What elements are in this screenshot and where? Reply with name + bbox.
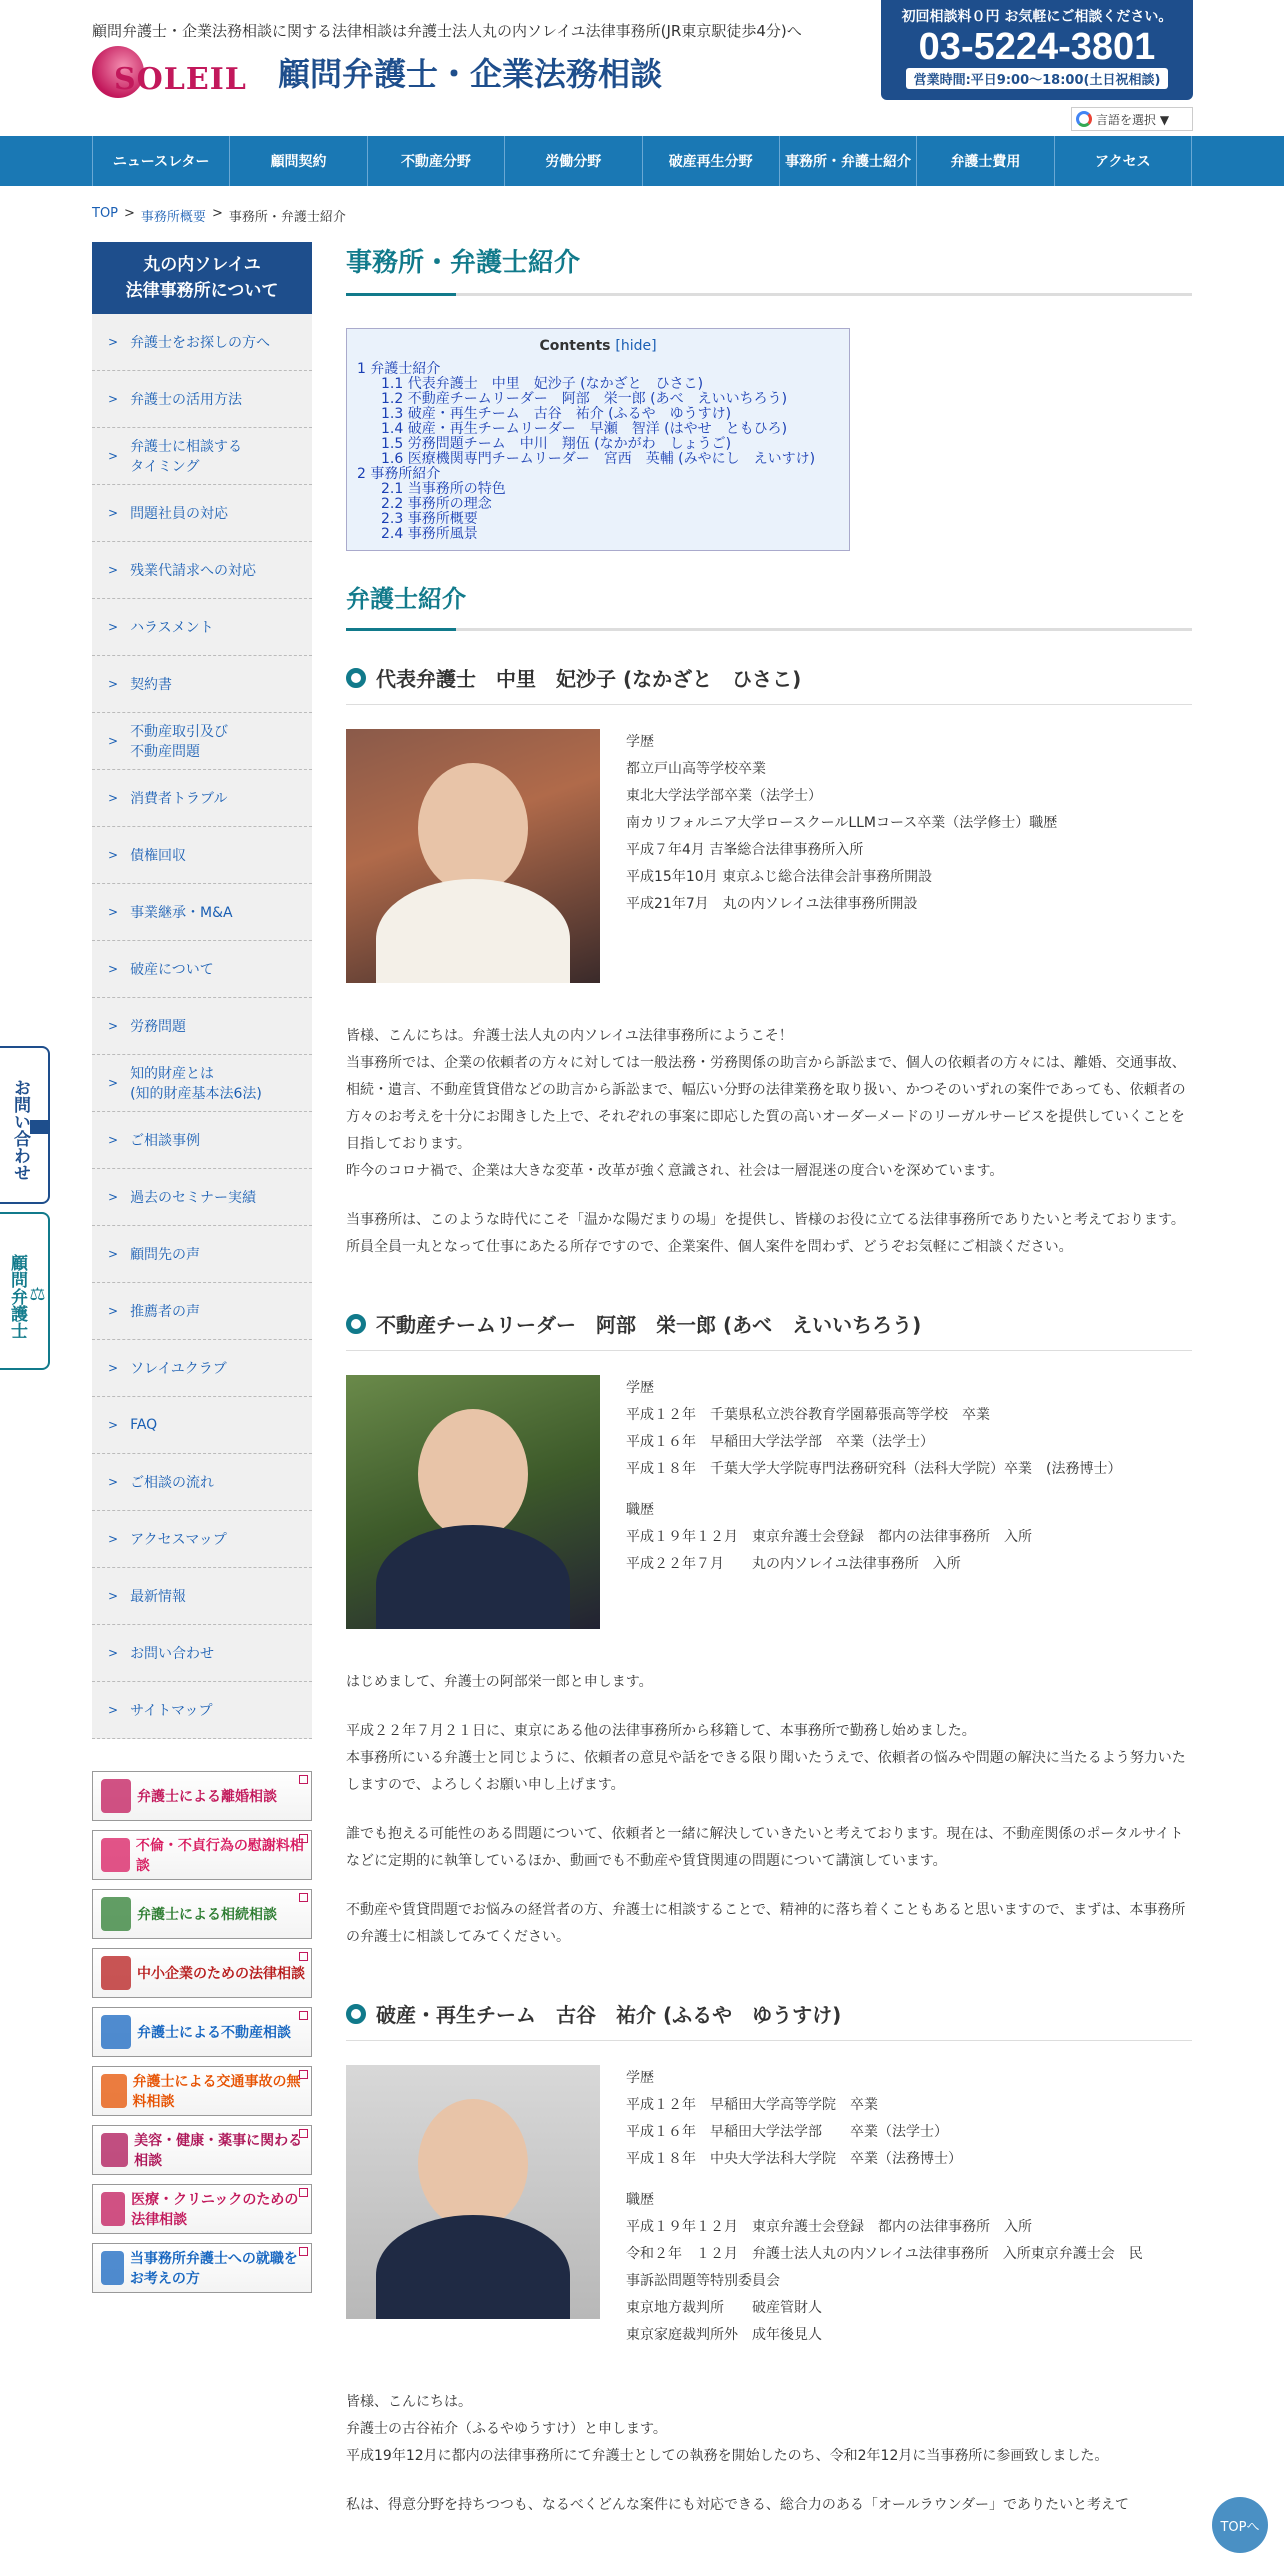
sidebar-item[interactable] bbox=[92, 998, 312, 1055]
sidebar-item[interactable] bbox=[92, 599, 312, 656]
external-link-icon bbox=[299, 2011, 308, 2020]
chevron-right-icon: > bbox=[108, 1190, 119, 1204]
sidebar-menu bbox=[92, 314, 312, 1739]
lawyer-name: 不動産チームリーダー 阿部 栄一郎 (あべ えいいちろう) bbox=[376, 1313, 922, 1337]
sidebar-item[interactable] bbox=[92, 1625, 312, 1682]
banner-icon bbox=[101, 2251, 124, 2285]
sidebar-item-label: 推薦者の声 bbox=[130, 1304, 201, 1320]
lawyer-photo bbox=[346, 2065, 600, 2319]
chevron-right-icon: > bbox=[108, 791, 119, 805]
sidebar-item[interactable] bbox=[92, 1568, 312, 1625]
toc-item[interactable]: 1 弁護士紹介 bbox=[357, 361, 441, 377]
breadcrumb-office[interactable]: 事務所概要 bbox=[140, 210, 206, 225]
sidebar-item-label: 債権回収 bbox=[130, 848, 187, 864]
banner-icon bbox=[101, 2015, 131, 2049]
sidebar-item[interactable] bbox=[92, 428, 312, 485]
external-link-icon bbox=[299, 2070, 308, 2079]
sidebar-item-label: 問題社員の対応 bbox=[130, 506, 229, 522]
sidebar-heading-line2: 法律事務所について bbox=[125, 281, 279, 301]
chevron-right-icon: > bbox=[108, 1019, 119, 1033]
sidebar-item-label: 過去のセミナー実績 bbox=[130, 1190, 257, 1206]
sidebar-banners bbox=[92, 1771, 312, 2293]
lawyer-name: 代表弁護士 中里 妃沙子 (なかざと ひさこ) bbox=[376, 667, 802, 691]
banner-icon bbox=[101, 2192, 125, 2226]
lawyer-photo bbox=[346, 1375, 600, 1629]
toc-item[interactable]: 1.6 医療機関専門チームリーダー 宮西 英輔 (みやにし えいすけ) bbox=[381, 451, 816, 467]
sidebar-item[interactable] bbox=[92, 713, 312, 770]
ring-bullet-icon bbox=[346, 2004, 366, 2024]
sidebar-item-label: 弁護士をお探しの方へ bbox=[130, 335, 271, 351]
floating-contact-label: お問い合わせ bbox=[10, 1079, 30, 1181]
sidebar-item-label: 事業継承・M&A bbox=[130, 905, 233, 921]
lawyer-career bbox=[626, 2065, 1143, 2349]
career-line: 職歴 bbox=[626, 1502, 654, 1518]
career-gap bbox=[626, 2173, 1143, 2187]
career-line: 職歴 bbox=[626, 2192, 654, 2208]
chevron-right-icon: > bbox=[108, 1133, 119, 1147]
sidebar-item-label: お問い合わせ bbox=[130, 1646, 215, 1662]
nav-item[interactable]: アクセス bbox=[1055, 136, 1192, 186]
lawyer-heading bbox=[346, 1309, 1192, 1351]
nav-item[interactable]: 弁護士費用 bbox=[917, 136, 1054, 186]
sidebar-banner[interactable] bbox=[92, 1771, 312, 1821]
lawyer-profile-row bbox=[346, 1375, 1192, 1629]
sidebar-item[interactable] bbox=[92, 1397, 312, 1454]
banner-icon bbox=[101, 1779, 131, 1813]
career-line: 事訴訟問題等特別委員会 bbox=[626, 2273, 780, 2289]
career-line: 平成７年4月 吉峯総合法律事務所入所 bbox=[626, 842, 864, 858]
career-line: 南カリフォルニア大学ロースクールLLMコース卒業（法学修士）職歴 bbox=[626, 815, 1058, 831]
toc-title-text: Contents bbox=[539, 338, 611, 354]
toc-item[interactable]: 1.1 代表弁護士 中里 妃沙子 (なかざと ひさこ) bbox=[381, 376, 704, 392]
tel-number[interactable]: 03-5224-3801 bbox=[918, 26, 1156, 68]
tel-box[interactable] bbox=[881, 0, 1193, 100]
banner-label: 弁護士による不動産相談 bbox=[137, 2025, 291, 2041]
chevron-right-icon: > bbox=[108, 962, 119, 976]
floating-advisor-label: 顧問弁護士 bbox=[7, 1253, 27, 1339]
career-line: 平成１２年 早稲田大学高等学院 卒業 bbox=[626, 2097, 878, 2113]
sidebar-item-label: FAQ bbox=[130, 1417, 158, 1433]
banner-label: 弁護士による相続相談 bbox=[137, 1907, 277, 1923]
lawyer-name: 破産・再生チーム 古谷 祐介 (ふるや ゆうすけ) bbox=[376, 2003, 842, 2027]
chevron-right-icon: > bbox=[108, 1589, 119, 1603]
lawyer-career bbox=[626, 729, 1057, 983]
breadcrumb-current: 事務所・弁護士紹介 bbox=[228, 210, 346, 225]
mail-icon bbox=[30, 1120, 48, 1134]
sidebar-item[interactable] bbox=[92, 1454, 312, 1511]
breadcrumb-sep: > bbox=[211, 206, 223, 221]
lawyer-profile bbox=[346, 1999, 1192, 2519]
chevron-right-icon: > bbox=[108, 1361, 119, 1375]
external-link-icon bbox=[299, 2247, 308, 2256]
lawyer-heading bbox=[346, 1999, 1192, 2041]
sidebar-banner[interactable] bbox=[92, 2243, 312, 2293]
lawyer-message: 私は、得意分野を持ちつつも、なるべくどんな案件にも対応できる、総合力のある「オールラウンダー」でありたいと考えて bbox=[346, 2497, 1130, 2513]
lawyer-message: 皆様、こんにちは。弁護士法人丸の内ソレイユ法律事務所にようこそ！ 当事務所では、企業の依頼者の方々に対しては一般法務・労務関係の助言から訴訟まで、個人の依頼者の方々には、離婚、交通事故、相続・遺言、不動産賃貸借などの助言から訴訟まで、幅広い分野の法律業務を取り扱い、かつそのいずれの案件であっても、依頼者の方々のお考えを十分にお聞きした上で、それぞれの事案に即応した質の高いオーダーメードのリーガルサービスを提供していくことを目指しております。 昨今のコロナ禍で、企業は大きな変革・改革が強く意識され、社会は一層混迷の度合いを深めています。 bbox=[346, 1028, 1186, 1179]
chevron-right-icon: > bbox=[108, 449, 119, 463]
lawyer-profile-row bbox=[346, 2065, 1192, 2349]
sidebar-item[interactable] bbox=[92, 656, 312, 713]
banner-label: 弁護士による交通事故の無料相談 bbox=[132, 2074, 301, 2110]
lawyer-photo bbox=[346, 729, 600, 983]
career-line: 平成１６年 早稲田大学法学部 卒業（法学士） bbox=[626, 1434, 934, 1450]
ring-bullet-icon bbox=[346, 1314, 366, 1334]
career-line: 学歴 bbox=[626, 1380, 654, 1396]
breadcrumb bbox=[92, 206, 346, 225]
lawyer-message: 不動産や賃貸問題でお悩みの経営者の方、弁護士に相談することで、精神的に落ち着くこともあると思いますので、まずは、本事務所の弁護士に相談してみてください。 bbox=[346, 1902, 1186, 1945]
banner-icon bbox=[101, 2074, 127, 2108]
header-tagline: 顧問弁護士・企業法務相談に関する法律相談は弁護士法人丸の内ソレイユ法律事務所(JR東京駅徒歩4分)へ bbox=[92, 22, 802, 40]
sidebar-banner[interactable] bbox=[92, 1889, 312, 1939]
chevron-right-icon: > bbox=[108, 506, 119, 520]
site-header bbox=[0, 0, 1284, 136]
sidebar-item[interactable] bbox=[92, 1112, 312, 1169]
sidebar-item[interactable] bbox=[92, 827, 312, 884]
sidebar-item-label: 弁護士に相談する タイミング bbox=[130, 439, 243, 475]
chevron-right-icon: > bbox=[108, 1532, 119, 1546]
sidebar-heading bbox=[92, 242, 312, 314]
banner-label: 医療・クリニックのための法律相談 bbox=[131, 2192, 299, 2228]
sidebar-banner[interactable] bbox=[92, 2007, 312, 2057]
sidebar-item-label: 顧問先の声 bbox=[130, 1247, 201, 1263]
banner-label: 当事務所弁護士への就職をお考えの方 bbox=[129, 2251, 298, 2287]
toc-item[interactable]: 2.4 事務所風景 bbox=[381, 526, 478, 542]
banner-icon bbox=[101, 1956, 131, 1990]
sidebar-item[interactable] bbox=[92, 1055, 312, 1112]
sidebar-heading-line1: 丸の内ソレイユ bbox=[143, 255, 261, 275]
site-logo[interactable] bbox=[92, 46, 662, 98]
chevron-right-icon: > bbox=[108, 1703, 119, 1717]
sidebar-item-label: サイトマップ bbox=[130, 1703, 213, 1719]
nav-item[interactable]: 労働分野 bbox=[505, 136, 642, 186]
table-of-contents bbox=[346, 328, 850, 551]
external-link-icon bbox=[299, 1952, 308, 1961]
sidebar bbox=[92, 242, 312, 2302]
sidebar-item-label: 労務問題 bbox=[130, 1019, 187, 1035]
career-line: 令和２年 １２月 弁護士法人丸の内ソレイユ法律事務所 入所東京弁護士会 民 bbox=[626, 2246, 1143, 2262]
banner-icon bbox=[101, 1838, 130, 1872]
banner-icon bbox=[101, 1897, 131, 1931]
language-select-label: 言語を選択 ▼ bbox=[1096, 112, 1170, 127]
external-link-icon bbox=[299, 1893, 308, 1902]
banner-label: 不倫・不貞行為の慰謝料相談 bbox=[135, 1838, 304, 1874]
sidebar-item-label: 残業代請求への対応 bbox=[130, 563, 257, 579]
sidebar-item[interactable] bbox=[92, 1226, 312, 1283]
chevron-right-icon: > bbox=[108, 620, 119, 634]
career-line: 都立戸山高等学校卒業 bbox=[626, 761, 766, 777]
google-icon bbox=[1076, 111, 1092, 127]
floating-contact-tab[interactable] bbox=[0, 1046, 50, 1204]
chevron-right-icon: > bbox=[108, 1076, 119, 1090]
chevron-right-icon: > bbox=[108, 563, 119, 577]
career-line: 東京家庭裁判所外 成年後見人 bbox=[626, 2327, 822, 2343]
nav-item[interactable]: ニュースレター bbox=[92, 136, 230, 186]
chevron-right-icon: > bbox=[108, 848, 119, 862]
sidebar-item-label: 弁護士の活用方法 bbox=[130, 392, 243, 408]
external-link-icon bbox=[299, 2129, 308, 2138]
sidebar-item[interactable] bbox=[92, 314, 312, 371]
lawyer-message: はじめまして、弁護士の阿部栄一郎と申します。 bbox=[346, 1674, 653, 1690]
sidebar-item-label: ハラスメント bbox=[130, 620, 214, 636]
chevron-right-icon: > bbox=[108, 1304, 119, 1318]
sidebar-banner[interactable] bbox=[92, 2125, 312, 2175]
sidebar-item[interactable] bbox=[92, 1283, 312, 1340]
sidebar-item-label: ご相談事例 bbox=[130, 1133, 201, 1149]
toc-hide-link[interactable]: [hide] bbox=[615, 338, 657, 354]
banner-label: 中小企業のための法律相談 bbox=[137, 1966, 305, 1982]
banner-icon bbox=[101, 2133, 128, 2167]
sidebar-item-label: 契約書 bbox=[130, 677, 173, 693]
toc-item[interactable]: 2.2 事務所の理念 bbox=[381, 496, 492, 512]
breadcrumb-top[interactable]: TOP bbox=[92, 206, 119, 221]
chevron-right-icon: > bbox=[108, 1646, 119, 1660]
sidebar-item-label: 破産について bbox=[130, 962, 214, 978]
banner-label: 美容・健康・薬事に関わる相談 bbox=[134, 2133, 303, 2169]
toc-item[interactable]: 2 事務所紹介 bbox=[357, 466, 441, 482]
lawyer-message: 皆様、こんにちは。 弁護士の古谷祐介（ふるやゆうすけ）と申します。 平成19年12月に都内の法律事務所にて弁護士としての執務を開始したのち、令和2年12月に当事務所に参画致しました。 bbox=[346, 2394, 1109, 2464]
scales-icon: ⚖ bbox=[27, 1283, 48, 1305]
career-line: 平成１８年 千葉大学大学院専門法務研究科（法科大学院）卒業 (法務博士） bbox=[626, 1461, 1122, 1477]
toc-item[interactable]: 1.3 破産・再生チーム 古谷 祐介 (ふるや ゆうすけ) bbox=[381, 406, 732, 422]
sidebar-item[interactable] bbox=[92, 1169, 312, 1226]
sidebar-item[interactable] bbox=[92, 941, 312, 998]
lawyer-profile-row bbox=[346, 729, 1192, 983]
career-line: 平成15年10月 東京ふじ総合法律会計事務所開設 bbox=[626, 869, 933, 885]
sidebar-item-label: 知的財産とは (知的財産基本法6法) bbox=[130, 1066, 262, 1102]
global-nav bbox=[0, 136, 1284, 186]
career-line: 平成１８年 中央大学法科大学院 卒業（法務博士） bbox=[626, 2151, 962, 2167]
banner-label: 弁護士による離婚相談 bbox=[137, 1789, 277, 1805]
sidebar-item[interactable] bbox=[92, 1511, 312, 1568]
sidebar-banner[interactable] bbox=[92, 2184, 312, 2234]
sidebar-item[interactable] bbox=[92, 371, 312, 428]
external-link-icon bbox=[299, 1834, 308, 1843]
lawyer-profile bbox=[346, 1309, 1192, 1951]
sidebar-banner[interactable] bbox=[92, 1948, 312, 1998]
sidebar-item[interactable] bbox=[92, 542, 312, 599]
career-line: 平成１９年１２月 東京弁護士会登録 都内の法律事務所 入所 bbox=[626, 1529, 1032, 1545]
sidebar-item[interactable] bbox=[92, 1340, 312, 1397]
chevron-right-icon: > bbox=[108, 905, 119, 919]
chevron-right-icon: > bbox=[108, 734, 119, 748]
back-to-top-button[interactable]: TOPへ bbox=[1212, 2497, 1268, 2553]
nav-item[interactable]: 事務所・弁護士紹介 bbox=[780, 136, 917, 186]
external-link-icon bbox=[299, 2188, 308, 2197]
toc-item[interactable]: 1.4 破産・再生チームリーダー 早瀬 智洋 (はやせ ともひろ) bbox=[381, 421, 788, 437]
career-line: 東京地方裁判所 破産管財人 bbox=[626, 2300, 822, 2316]
logo-text: SOLEIL bbox=[114, 62, 247, 97]
main-content bbox=[346, 242, 1192, 2519]
sidebar-item[interactable] bbox=[92, 770, 312, 827]
floating-advisor-tab[interactable] bbox=[0, 1212, 50, 1370]
sidebar-item[interactable] bbox=[92, 485, 312, 542]
career-line: 平成１９年１２月 東京弁護士会登録 都内の法律事務所 入所 bbox=[626, 2219, 1032, 2235]
chevron-right-icon: > bbox=[108, 1247, 119, 1261]
lawyer-message: 当事務所は、このような時代にこそ「温かな陽だまりの場」を提供し、皆様のお役に立てる法律事務所でありたいと考えております。 所員全員一丸となって仕事にあたる所存ですので、企業案件、個人案件を問わず、どうぞお気軽にご相談ください。 bbox=[346, 1212, 1185, 1255]
toc-item[interactable]: 1.5 労務問題チーム 中川 翔伍 (なかがわ しょうご) bbox=[381, 436, 732, 452]
lawyer-profile bbox=[346, 663, 1192, 1261]
sidebar-item-label: ご相談の流れ bbox=[130, 1475, 215, 1491]
chevron-right-icon: > bbox=[108, 677, 119, 691]
language-select[interactable] bbox=[1071, 107, 1193, 131]
chevron-right-icon: > bbox=[108, 1475, 119, 1489]
sidebar-item-label: 消費者トラブル bbox=[130, 791, 228, 807]
sidebar-banner[interactable] bbox=[92, 2066, 312, 2116]
site-title: 顧問弁護士・企業法務相談 bbox=[278, 55, 663, 93]
toc-item[interactable]: 2.1 当事務所の特色 bbox=[381, 481, 506, 497]
ring-bullet-icon bbox=[346, 668, 366, 688]
career-line: 平成１６年 早稲田大学法学部 卒業（法学士） bbox=[626, 2124, 948, 2140]
lawyer-heading bbox=[346, 663, 1192, 705]
chevron-right-icon: > bbox=[108, 1418, 119, 1432]
toc-title bbox=[357, 339, 839, 354]
nav-item[interactable]: 破産再生分野 bbox=[643, 136, 780, 186]
toc-item[interactable]: 2.3 事務所概要 bbox=[381, 511, 478, 527]
career-gap bbox=[626, 1483, 1121, 1497]
tel-headline: 初回相談料０円 お気軽にご相談ください。 bbox=[901, 9, 1173, 25]
career-line: 学歴 bbox=[626, 734, 654, 750]
career-line: 平成21年7月 丸の内ソレイユ法律事務所開設 bbox=[626, 896, 918, 912]
sidebar-item-label: ソレイユクラブ bbox=[130, 1361, 227, 1377]
lawyer-message: 誰でも抱える可能性のある問題について、依頼者と一緒に解決していきたいと考えております。現在は、不動産関係のポータルサイトなどに定期的に執筆しているほか、動画でも不動産や賃貸関連の問題について講演しています。 bbox=[346, 1826, 1184, 1869]
tel-hours: 営業時間:平日9:00～18:00(土日祝相談) bbox=[906, 68, 1169, 89]
sidebar-item[interactable] bbox=[92, 884, 312, 941]
chevron-right-icon: > bbox=[108, 335, 119, 349]
lawyer-career bbox=[626, 1375, 1121, 1629]
chevron-right-icon: > bbox=[108, 392, 119, 406]
soleil-logo-icon bbox=[92, 46, 264, 98]
career-line: 平成２２年７月 丸の内ソレイユ法律事務所 入所 bbox=[626, 1556, 961, 1572]
external-link-icon bbox=[299, 1775, 308, 1784]
sidebar-item-label: 最新情報 bbox=[130, 1589, 187, 1605]
page-title: 事務所・弁護士紹介 bbox=[346, 242, 1192, 296]
career-line: 東北大学法学部卒業（法学士） bbox=[626, 788, 822, 804]
toc-item[interactable]: 1.2 不動産チームリーダー 阿部 栄一郎 (あべ えいいちろう) bbox=[381, 391, 788, 407]
nav-item[interactable]: 顧問契約 bbox=[230, 136, 367, 186]
breadcrumb-sep: > bbox=[124, 206, 135, 221]
career-line: 平成１２年 千葉県私立渋谷教育学園幕張高等学校 卒業 bbox=[626, 1407, 990, 1423]
career-line: 学歴 bbox=[626, 2070, 654, 2086]
sidebar-item-label: 不動産取引及び 不動産問題 bbox=[130, 724, 229, 760]
nav-item[interactable]: 不動産分野 bbox=[368, 136, 505, 186]
sidebar-item-label: アクセスマップ bbox=[130, 1532, 227, 1548]
sidebar-item[interactable] bbox=[92, 1682, 312, 1739]
section-title: 弁護士紹介 bbox=[346, 579, 1192, 631]
lawyer-message: 平成２２年７月２１日に、東京にある他の法律事務所から移籍して、本事務所で勤務し始めました。 本事務所にいる弁護士と同じように、依頼者の意見や話をできる限り聞いたうえで、依頼者の悩みや問題の解決に当たるよう努力いたしますので、よろしくお願い申し上げます。 bbox=[346, 1723, 1186, 1793]
sidebar-banner[interactable] bbox=[92, 1830, 312, 1880]
